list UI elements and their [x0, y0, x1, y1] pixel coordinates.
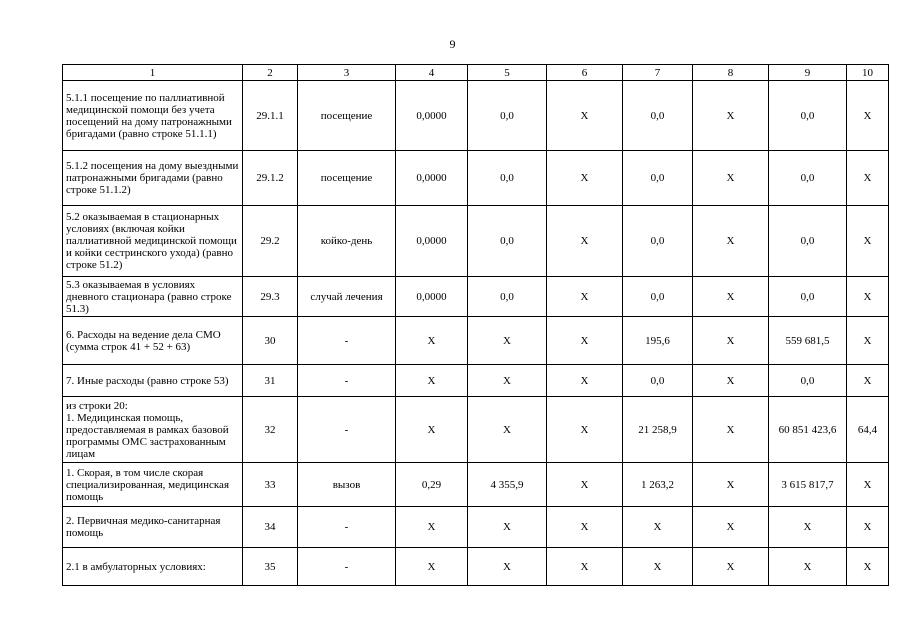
table-cell: X [468, 365, 547, 397]
table-cell: X [847, 365, 889, 397]
table-cell: 0,0000 [396, 206, 468, 277]
table-cell: X [693, 507, 769, 548]
table-cell: X [623, 548, 693, 586]
table-cell: X [693, 206, 769, 277]
table-cell: 0,0 [623, 151, 693, 206]
column-header-7: 7 [623, 65, 693, 81]
table-cell: 0,0 [623, 365, 693, 397]
table-cell: 31 [243, 365, 298, 397]
table-cell: 0,0000 [396, 81, 468, 151]
table-cell: 29.2 [243, 206, 298, 277]
table-cell: X [847, 548, 889, 586]
table-cell: 0,0 [468, 81, 547, 151]
table-cell: 0,0000 [396, 151, 468, 206]
column-header-8: 8 [693, 65, 769, 81]
table-row [63, 548, 889, 586]
row-name-cell: 5.3 оказываемая в условиях дневного стационара (равно строке 51.3) [63, 277, 243, 317]
page-number: 9 [449, 37, 456, 51]
table-cell: 35 [243, 548, 298, 586]
table-cell: 0,0 [769, 277, 847, 317]
table-cell: X [547, 151, 623, 206]
table-cell: 64,4 [847, 397, 889, 463]
column-header-10: 10 [847, 65, 889, 81]
table-cell: X [769, 548, 847, 586]
table-cell: 29.3 [243, 277, 298, 317]
table-cell: X [547, 317, 623, 365]
table-cell: 60 851 423,6 [769, 397, 847, 463]
table-cell: X [396, 548, 468, 586]
table-cell: - [298, 507, 396, 548]
table-cell: X [396, 317, 468, 365]
row-name-cell: 5.2 оказываемая в стационарных условиях (включая койки паллиативной медицинской помощи и койки сестринского ухода) (равно строке 51.2) [63, 206, 243, 277]
table-cell: X [547, 206, 623, 277]
column-header-2: 2 [243, 65, 298, 81]
table-row [63, 507, 889, 548]
table-cell: X [693, 463, 769, 507]
column-header-1: 1 [63, 65, 243, 81]
table-row [63, 397, 889, 463]
table-cell: 0,0 [623, 206, 693, 277]
table-cell: 29.1.2 [243, 151, 298, 206]
table-row [63, 317, 889, 365]
table-cell: X [547, 81, 623, 151]
table-cell: X [623, 507, 693, 548]
table-cell: X [693, 151, 769, 206]
table-cell: 30 [243, 317, 298, 365]
table-cell: X [693, 365, 769, 397]
table-cell: посещение [298, 81, 396, 151]
table-cell: случай лечения [298, 277, 396, 317]
table-cell: 0,29 [396, 463, 468, 507]
data-table [62, 64, 889, 586]
table-cell: 0,0 [623, 81, 693, 151]
table-cell: 0,0 [468, 206, 547, 277]
row-name-cell: 5.1.1 посещение по паллиативной медицинской помощи без учета посещений на дому патронажными бригадами (равно строке 51.1.1) [63, 81, 243, 151]
column-header-3: 3 [298, 65, 396, 81]
column-header-6: 6 [547, 65, 623, 81]
row-name-cell: 5.1.2 посещения на дому выездными патронажными бригадами (равно строке 51.1.2) [63, 151, 243, 206]
column-header-5: 5 [468, 65, 547, 81]
table-cell: вызов [298, 463, 396, 507]
table-cell: X [847, 463, 889, 507]
table-row [63, 463, 889, 507]
table-cell: X [769, 507, 847, 548]
table-cell: X [693, 277, 769, 317]
table-cell: 3 615 817,7 [769, 463, 847, 507]
table-cell: 0,0 [769, 365, 847, 397]
table-cell: X [847, 206, 889, 277]
table-row [63, 81, 889, 151]
row-name-cell: 6. Расходы на ведение дела СМО (сумма строк 41 + 52 + 63) [63, 317, 243, 365]
table-cell: 0,0 [468, 277, 547, 317]
table-cell: 21 258,9 [623, 397, 693, 463]
table-cell: - [298, 397, 396, 463]
table-cell: 1 263,2 [623, 463, 693, 507]
table-cell: X [547, 548, 623, 586]
table-cell: 0,0 [468, 151, 547, 206]
table-cell: X [547, 397, 623, 463]
table-cell: X [547, 463, 623, 507]
table-cell: 34 [243, 507, 298, 548]
table-cell: X [693, 548, 769, 586]
table-cell: X [547, 277, 623, 317]
table-cell: X [468, 507, 547, 548]
row-name-cell: 1. Скорая, в том числе скорая специализированная, медицинская помощь [63, 463, 243, 507]
table-cell: 559 681,5 [769, 317, 847, 365]
table-row [63, 151, 889, 206]
table-cell: X [847, 317, 889, 365]
row-name-cell: 7. Иные расходы (равно строке 53) [63, 365, 243, 397]
table-row [63, 365, 889, 397]
table-cell: X [396, 397, 468, 463]
table-cell: - [298, 548, 396, 586]
table-cell: - [298, 317, 396, 365]
table-cell: X [847, 151, 889, 206]
table-cell: 0,0 [769, 206, 847, 277]
table-cell: X [547, 507, 623, 548]
table-cell: 0,0 [623, 277, 693, 317]
table-cell: койко-день [298, 206, 396, 277]
table-cell: 195,6 [623, 317, 693, 365]
table-cell: X [693, 397, 769, 463]
table-cell: X [468, 397, 547, 463]
row-name-cell: 2.1 в амбулаторных условиях: [63, 548, 243, 586]
table-cell: 4 355,9 [468, 463, 547, 507]
table-cell: X [847, 81, 889, 151]
table-row [63, 206, 889, 277]
table-cell: посещение [298, 151, 396, 206]
table-cell: 0,0 [769, 151, 847, 206]
row-name-cell: из строки 20: 1. Медицинская помощь, предоставляемая в рамках базовой программы ОМС застрахованным лицам [63, 397, 243, 463]
table-header-row [63, 65, 889, 81]
row-name-cell: 2. Первичная медико-санитарная помощь [63, 507, 243, 548]
table-cell: X [847, 507, 889, 548]
table-cell: 33 [243, 463, 298, 507]
table-cell: X [693, 317, 769, 365]
table-cell: - [298, 365, 396, 397]
table-cell: X [468, 317, 547, 365]
table-cell: X [547, 365, 623, 397]
table-cell: X [693, 81, 769, 151]
table-cell: 32 [243, 397, 298, 463]
table-cell: X [847, 277, 889, 317]
column-header-9: 9 [769, 65, 847, 81]
table-row [63, 277, 889, 317]
column-header-4: 4 [396, 65, 468, 81]
table-cell: X [468, 548, 547, 586]
table-cell: X [396, 507, 468, 548]
table-cell: 0,0 [769, 81, 847, 151]
table-cell: 0,0000 [396, 277, 468, 317]
table-cell: 29.1.1 [243, 81, 298, 151]
table-cell: X [396, 365, 468, 397]
